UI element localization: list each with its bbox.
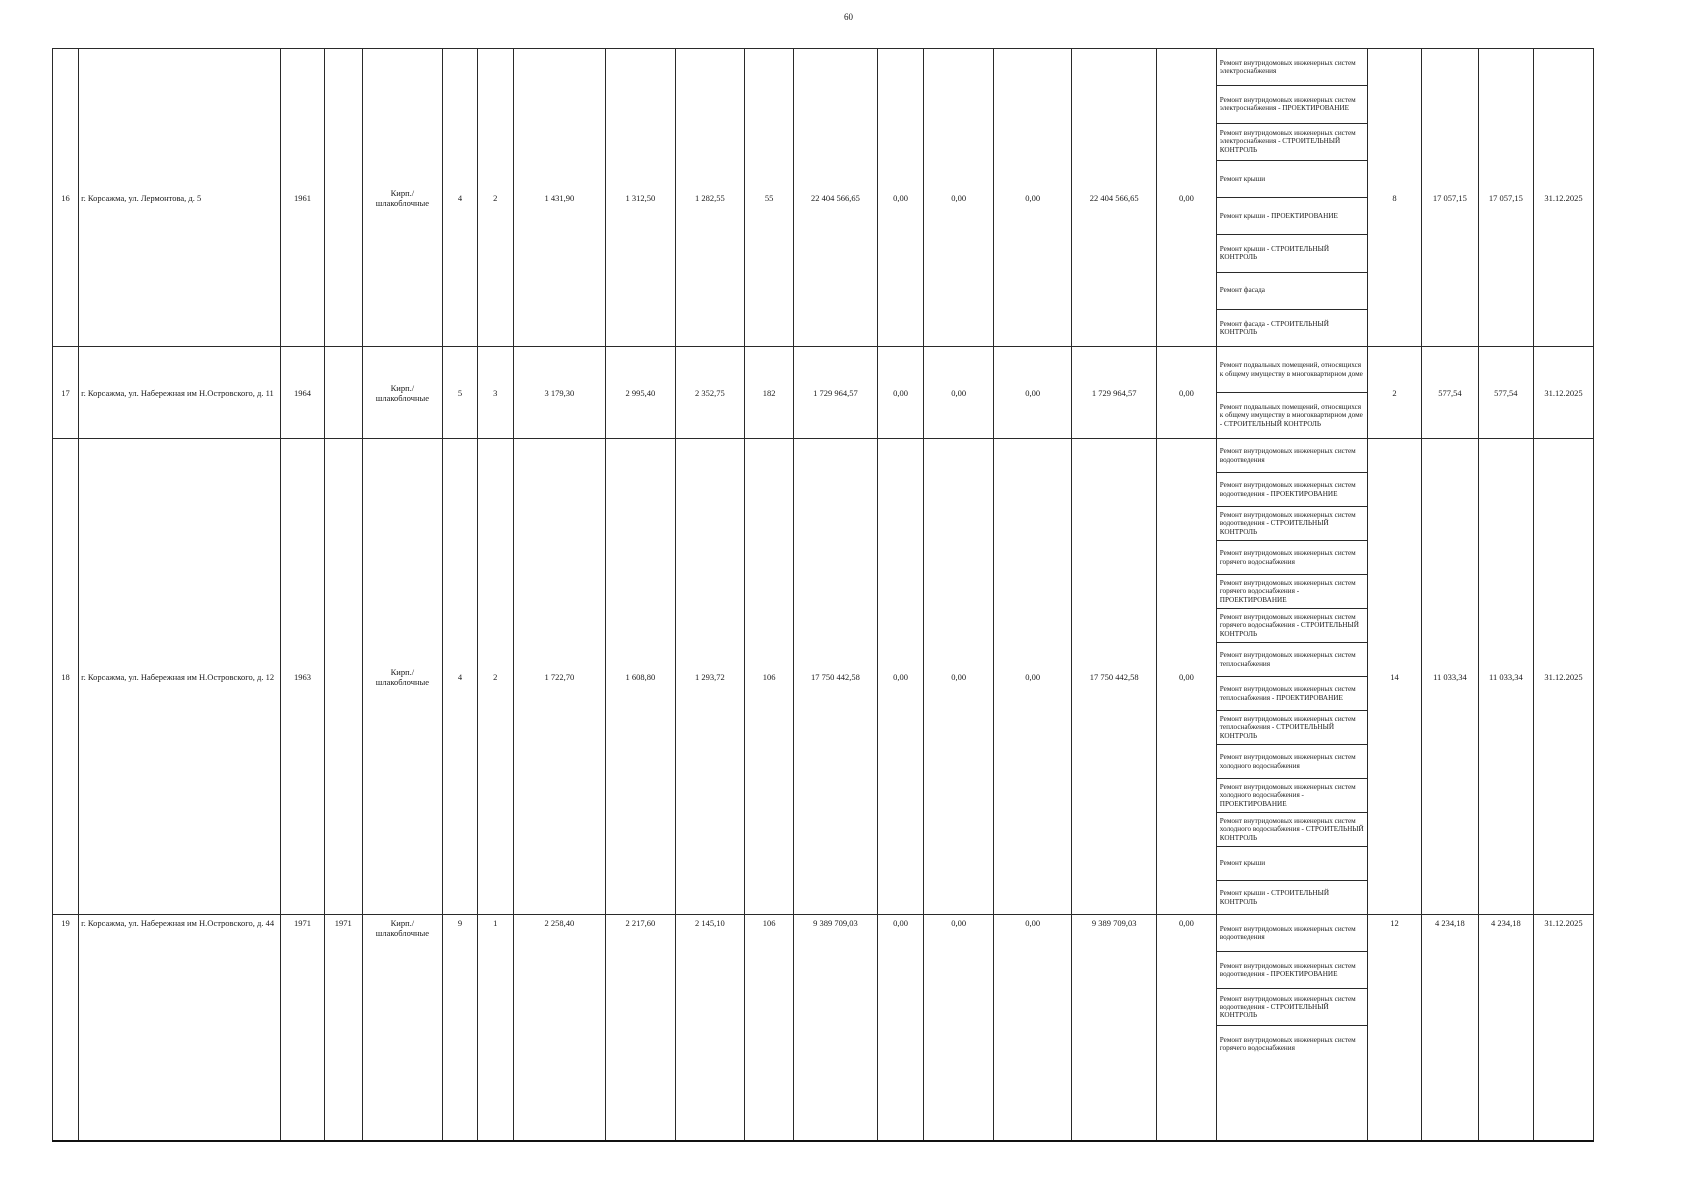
works-list [1217, 439, 1367, 914]
work-item [1217, 124, 1367, 161]
works-count-cell: 2 [1367, 347, 1421, 439]
max-unit-cost-cell: 577,54 [1478, 347, 1533, 439]
work-item [1217, 952, 1367, 989]
work-item-label: Ремонт внутридомовых инженерных систем водоотведения - ПРОЕКТИРОВАНИЕ [1219, 961, 1356, 978]
work-item [1217, 813, 1367, 847]
work-item [1217, 310, 1367, 346]
work-item-label: Ремонт внутридомовых инженерных систем электроснабжения - ПРОЕКТИРОВАНИЕ [1219, 96, 1356, 113]
work-item-label: Ремонт крыши - СТРОИТЕЛЬНЫЙ КОНТРОЛЬ [1219, 245, 1330, 262]
unit-cost-cell: 17 057,15 [1422, 49, 1479, 347]
work-item-label: Ремонт внутридомовых инженерных систем электроснабжения [1219, 58, 1356, 76]
work-item-label: Ремонт внутридомовых инженерных систем холодного водоснабжения [1219, 753, 1356, 770]
floors-cell: 4 [443, 439, 478, 915]
row-number: 19 [53, 915, 79, 1141]
work-item [1217, 49, 1367, 86]
works-count-cell: 8 [1367, 49, 1421, 347]
work-item [1217, 915, 1367, 952]
cost-budget-local-cell: 0,00 [994, 347, 1072, 439]
entrances-cell: 2 [477, 49, 513, 347]
work-item-label: Ремонт крыши [1219, 174, 1266, 183]
cost-other-cell: 0,00 [1157, 347, 1217, 439]
year-repair-cell [324, 49, 362, 347]
cost-fund-cell: 0,00 [877, 49, 924, 347]
area-owned-cell: 1 282,55 [675, 49, 745, 347]
work-item [1217, 507, 1367, 541]
deadline-cell: 31.12.2025 [1534, 439, 1594, 915]
work-item-label: Ремонт внутридомовых инженерных систем холодного водоснабжения - ПРОЕКТИРОВАНИЕ [1219, 783, 1356, 808]
work-item [1217, 439, 1367, 473]
page-number: 60 [844, 12, 853, 22]
work-item-label: Ремонт внутридомовых инженерных систем водоотведения [1219, 447, 1356, 464]
work-item [1217, 677, 1367, 711]
work-item [1217, 1026, 1367, 1062]
max-unit-cost-cell: 11 033,34 [1478, 439, 1533, 915]
area-owned-cell: 2 145,10 [675, 915, 745, 1141]
work-item-label: Ремонт внутридомовых инженерных систем электроснабжения - СТРОИТЕЛЬНЫЙ КОНТРОЛЬ [1219, 129, 1356, 154]
work-item-label: Ремонт внутридомовых инженерных систем водоотведения - СТРОИТЕЛЬНЫЙ КОНТРОЛЬ [1219, 994, 1356, 1020]
floors-cell: 9 [443, 915, 478, 1141]
work-item [1217, 575, 1367, 609]
work-item [1217, 989, 1367, 1026]
area-total-cell: 1 722,70 [513, 439, 605, 915]
cost-owners-cell: 9 389 709,03 [1072, 915, 1157, 1141]
cost-budget-region-cell: 0,00 [924, 49, 994, 347]
work-item-label: Ремонт внутридомовых инженерных систем горячего водоснабжения [1219, 549, 1356, 566]
work-item-label: Ремонт крыши [1219, 859, 1266, 868]
work-item [1217, 881, 1367, 914]
area-total-cell: 3 179,30 [513, 347, 605, 439]
residents-cell: 106 [745, 915, 794, 1141]
row-number: 18 [53, 439, 79, 915]
floors-cell: 4 [443, 49, 478, 347]
wall-material-cell: Кирп./ шлакоблочные [362, 915, 442, 1141]
row-number: 16 [53, 49, 79, 347]
works-count-cell: 12 [1367, 915, 1421, 1141]
entrances-cell: 2 [477, 439, 513, 915]
work-item [1217, 541, 1367, 575]
work-item [1217, 745, 1367, 779]
cost-budget-local-cell: 0,00 [994, 49, 1072, 347]
residents-cell: 106 [745, 439, 794, 915]
work-item-label: Ремонт фасада - СТРОИТЕЛЬНЫЙ КОНТРОЛЬ [1219, 319, 1329, 336]
deadline-cell: 31.12.2025 [1534, 915, 1594, 1141]
area-total-cell: 2 258,40 [513, 915, 605, 1141]
unit-cost-cell: 577,54 [1422, 347, 1479, 439]
year-built-cell: 1963 [281, 439, 324, 915]
work-item-label: Ремонт крыши - СТРОИТЕЛЬНЫЙ КОНТРОЛЬ [1219, 889, 1330, 906]
works-list-cell [1216, 49, 1367, 347]
work-item-label: Ремонт внутридомовых инженерных систем водоотведения [1219, 924, 1356, 941]
area-living-cell: 1 312,50 [606, 49, 676, 347]
work-item [1217, 235, 1367, 272]
wall-material-cell: Кирп./ шлакоблочные [362, 49, 442, 347]
cost-other-cell: 0,00 [1157, 915, 1217, 1141]
max-unit-cost-cell: 4 234,18 [1478, 915, 1533, 1141]
work-item-label: Ремонт внутридомовых инженерных систем теплоснабжения - СТРОИТЕЛЬНЫЙ КОНТРОЛЬ [1219, 715, 1356, 740]
cost-budget-local-cell: 0,00 [994, 915, 1072, 1141]
work-item-label: Ремонт внутридомовых инженерных систем водоотведения - ПРОЕКТИРОВАНИЕ [1219, 481, 1356, 498]
work-item [1217, 86, 1367, 123]
work-item-label: Ремонт подвальных помещений, относящихся к общему имуществу в многоквартирном доме - СТРОИТЕЛЬНЫЙ КОНТРОЛЬ [1219, 403, 1363, 428]
address-cell: г. Корсажма, ул. Набережная им Н.Островского, д. 11 [79, 347, 281, 439]
area-living-cell: 2 995,40 [606, 347, 676, 439]
year-repair-cell: 1971 [324, 915, 362, 1141]
area-living-cell: 2 217,60 [606, 915, 676, 1141]
cost-total-cell: 9 389 709,03 [794, 915, 878, 1141]
unit-cost-cell: 11 033,34 [1422, 439, 1479, 915]
area-total-cell: 1 431,90 [513, 49, 605, 347]
works-list-cell [1216, 347, 1367, 439]
work-item [1217, 847, 1367, 881]
work-item-label: Ремонт крыши - ПРОЕКТИРОВАНИЕ [1219, 211, 1338, 220]
cost-owners-cell: 1 729 964,57 [1072, 347, 1157, 439]
cost-owners-cell: 22 404 566,65 [1072, 49, 1157, 347]
works-count-cell: 14 [1367, 439, 1421, 915]
cost-budget-region-cell: 0,00 [924, 439, 994, 915]
table-row [53, 439, 1594, 915]
address-cell: г. Корсажма, ул. Набережная им Н.Островского, д. 44 [79, 915, 281, 1141]
year-repair-cell [324, 347, 362, 439]
cost-budget-local-cell: 0,00 [994, 439, 1072, 915]
entrances-cell: 1 [477, 915, 513, 1141]
address-cell: г. Корсажма, ул. Лермонтова, д. 5 [79, 49, 281, 347]
work-item-label: Ремонт подвальных помещений, относящихся к общему имуществу в многоквартирном доме [1219, 361, 1363, 378]
cost-other-cell: 0,00 [1157, 439, 1217, 915]
cost-total-cell: 22 404 566,65 [794, 49, 878, 347]
work-item [1217, 609, 1367, 643]
address-cell: г. Корсажма, ул. Набережная им Н.Островского, д. 12 [79, 439, 281, 915]
cost-fund-cell: 0,00 [877, 915, 924, 1141]
works-list-cell [1216, 915, 1367, 1141]
year-built-cell: 1961 [281, 49, 324, 347]
row-number: 17 [53, 347, 79, 439]
cost-fund-cell: 0,00 [877, 439, 924, 915]
area-owned-cell: 2 352,75 [675, 347, 745, 439]
floors-cell: 5 [443, 347, 478, 439]
area-owned-cell: 1 293,72 [675, 439, 745, 915]
work-item [1217, 198, 1367, 235]
deadline-cell: 31.12.2025 [1534, 49, 1594, 347]
work-item-label: Ремонт внутридомовых инженерных систем горячего водоснабжения [1219, 1035, 1356, 1052]
work-item-label: Ремонт внутридомовых инженерных систем теплоснабжения - ПРОЕКТИРОВАНИЕ [1219, 685, 1356, 702]
work-item [1217, 347, 1367, 393]
works-list [1217, 347, 1367, 438]
year-built-cell: 1964 [281, 347, 324, 439]
unit-cost-cell: 4 234,18 [1422, 915, 1479, 1141]
cost-total-cell: 1 729 964,57 [794, 347, 878, 439]
cost-owners-cell: 17 750 442,58 [1072, 439, 1157, 915]
year-repair-cell [324, 439, 362, 915]
cost-other-cell: 0,00 [1157, 49, 1217, 347]
wall-material-cell: Кирп./ шлакоблочные [362, 347, 442, 439]
residents-cell: 182 [745, 347, 794, 439]
work-item [1217, 779, 1367, 813]
work-item-label: Ремонт внутридомовых инженерных систем холодного водоснабжения - СТРОИТЕЛЬНЫЙ КОНТРОЛЬ [1219, 817, 1364, 842]
work-item [1217, 711, 1367, 745]
entrances-cell: 3 [477, 347, 513, 439]
works-list [1217, 915, 1367, 1062]
max-unit-cost-cell: 17 057,15 [1478, 49, 1533, 347]
work-item [1217, 393, 1367, 438]
work-item-label: Ремонт внутридомовых инженерных систем горячего водоснабжения - ПРОЕКТИРОВАНИЕ [1219, 579, 1356, 604]
wall-material-cell: Кирп./ шлакоблочные [362, 439, 442, 915]
works-list-cell [1216, 439, 1367, 915]
work-item [1217, 273, 1367, 310]
repair-register-table [52, 48, 1594, 1142]
table-row [53, 49, 1594, 347]
work-item-label: Ремонт внутридомовых инженерных систем горячего водоснабжения - СТРОИТЕЛЬНЫЙ КОНТРОЛЬ [1219, 613, 1359, 638]
table-row [53, 915, 1594, 1141]
year-built-cell: 1971 [281, 915, 324, 1141]
cost-budget-region-cell: 0,00 [924, 347, 994, 439]
cost-budget-region-cell: 0,00 [924, 915, 994, 1141]
work-item-label: Ремонт внутридомовых инженерных систем водоотведения - СТРОИТЕЛЬНЫЙ КОНТРОЛЬ [1219, 511, 1356, 536]
cost-fund-cell: 0,00 [877, 347, 924, 439]
work-item [1217, 473, 1367, 507]
work-item-label: Ремонт внутридомовых инженерных систем теплоснабжения [1219, 651, 1356, 668]
area-living-cell: 1 608,80 [606, 439, 676, 915]
works-list [1217, 49, 1367, 346]
work-item [1217, 161, 1367, 198]
deadline-cell: 31.12.2025 [1534, 347, 1594, 439]
residents-cell: 55 [745, 49, 794, 347]
register-sheet [52, 48, 1594, 1140]
cost-total-cell: 17 750 442,58 [794, 439, 878, 915]
work-item-label: Ремонт фасада [1219, 286, 1265, 295]
table-row [53, 347, 1594, 439]
work-item [1217, 643, 1367, 677]
